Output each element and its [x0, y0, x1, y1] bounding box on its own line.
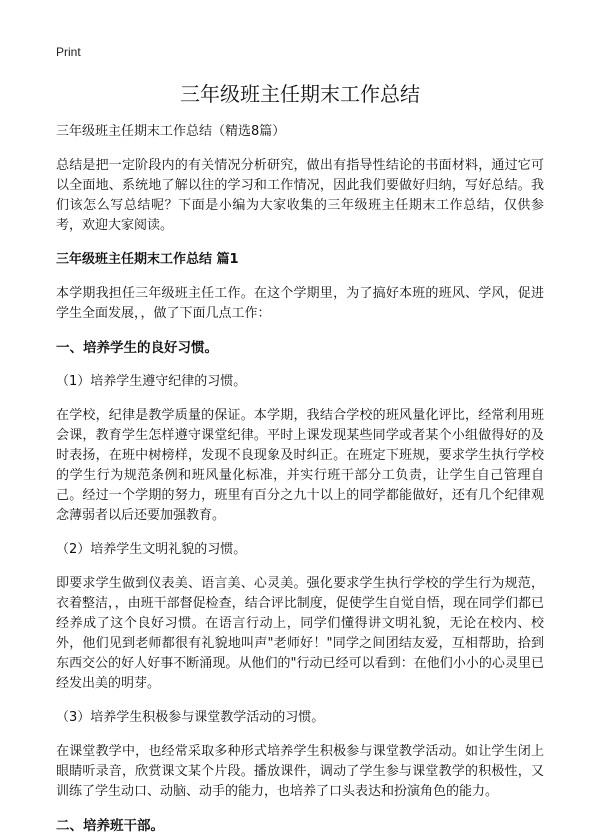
- item-body-courtesy: 即要求学生做到仪表美、语言美、心灵美。强化要求学生执行学校的学生行为规范，衣着整洁，，由班干部督促检查，结合评比制度，促使学生自觉自悟，现在同学们都已经养成了这个良好习惯。在语言行动上，同学们懂得讲文明礼貌，无论在校内、校外，他们见到老师都很有礼貌地叫声"老师好！"同学之间团结友爱，互相帮助，拾到东西交公的好人好事不断涌现。从他们的"行动已经可以看到：在他们小小的心灵里已经发出美的明芽。: [56, 576, 544, 691]
- document-title: 三年级班主任期末工作总结: [180, 82, 420, 106]
- section-heading-class-leaders: 二、培养班干部。: [56, 818, 164, 834]
- item-heading-participation: （3）培养学生积极参与课堂教学活动的习惯。: [56, 710, 325, 725]
- section-heading-habits: 一、培养学生的良好习惯。: [56, 340, 218, 356]
- print-link[interactable]: Print: [56, 45, 81, 59]
- item-heading-discipline: （1）培养学生遵守纪律的习惯。: [56, 374, 247, 389]
- intro-paragraph: 总结是把一定阶段内的有关情况分析研究，做出有指导性结论的书面材料，通过它可以全面地、系统地了解以往的学习和工作情况，因此我们要做好归纳，写好总结。我们该怎么写总结呢？下面是小编为大家收集的三年级班主任期末工作总结，仅供参考，欢迎大家阅读。: [56, 158, 544, 233]
- item-body-discipline: 在学校，纪律是教学质量的保证。本学期，我结合学校的班风量化评比，经常利用班会课，教育学生怎样遵守课堂纪律。平时上课发现某些同学或者某个小组做得好的及时表扬，在班中树榜样，发现不良现象及时纠正。在班定下班规，要求学生执行学校的学生行为规范条例和班风量化标准，并实行班干部分工负责，让学生自己管理自己。经过一个学期的努力，班里有百分之九十以上的同学都能做好，还有几个纪律观念薄弱者以后还要加强教育。: [56, 408, 544, 523]
- item-heading-courtesy: （2）培养学生文明礼貌的习惯。: [56, 542, 247, 557]
- article-intro-paragraph: 本学期我担任三年级班主任工作。在这个学期里，为了搞好本班的班风、学风，促进学生全面发展，，做了下面几点工作：: [56, 286, 544, 321]
- article-heading: 三年级班主任期末工作总结 篇1: [56, 252, 239, 267]
- item-body-participation: 在课堂教学中，也经常采取多种形式培养学生积极参与课堂教学活动。如让学生闭上眼睛听录音，欣赏课文某个片段。播放课件，调动了学生参与课堂教学的积极性，又训练了学生动口、动脑、动手的能力，也培养了口头表达和扮演角色的能力。: [56, 744, 544, 799]
- document-subtitle: 三年级班主任期末工作总结（精选8篇）: [56, 124, 286, 139]
